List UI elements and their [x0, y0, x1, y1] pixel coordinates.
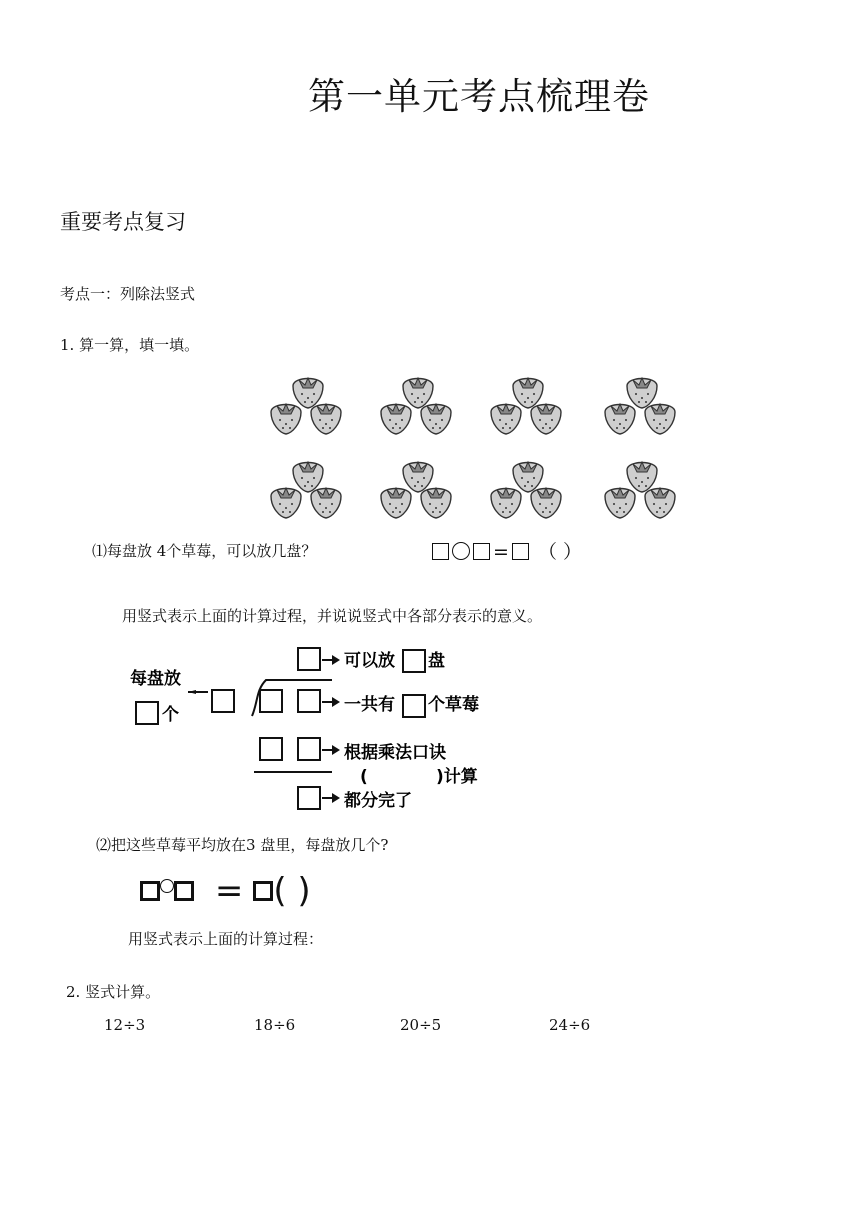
question-2-prompt: 2. 竖式计算。 — [66, 983, 161, 1001]
point-heading: 考点一：列除法竖式 — [60, 285, 196, 303]
blank-box — [432, 543, 449, 560]
operator-circle — [160, 879, 174, 893]
sub-question-2: ⑵把这些草莓平均放在3 盘里，每盘放几个? — [96, 836, 389, 854]
diagram-dividend-unit: 个草莓 — [428, 695, 479, 715]
diagram-left-unit: 个 — [162, 705, 179, 725]
strawberry-icon — [602, 374, 682, 442]
diagram-remainder-label: 都分完了 — [344, 791, 412, 811]
calc-item-1: 12÷3 — [104, 1016, 146, 1034]
strawberry-icon — [602, 458, 682, 526]
diagram-dividend-label: 一共有 — [344, 695, 395, 715]
blank-box — [174, 881, 194, 901]
section-heading: 重要考点复习 — [60, 210, 186, 234]
calc-item-4: 24÷6 — [549, 1016, 591, 1034]
sub-question-1: ⑴每盘放 4个草莓，可以放几盘？ — [92, 542, 317, 560]
strawberry-icon — [378, 374, 458, 442]
instruction-2: 用竖式表示上面的计算过程： — [128, 930, 324, 948]
unit-paren: （ ） — [537, 541, 583, 563]
strawberry-icon — [268, 374, 348, 442]
strawberry-icon — [488, 374, 568, 442]
equation-blank-1: = （ ） — [432, 537, 582, 564]
long-division-diagram — [126, 640, 496, 818]
equals-sign: = — [214, 871, 244, 911]
question-1-prompt: 1. 算一算，填一填。 — [60, 336, 200, 354]
strawberry-icon — [268, 458, 348, 526]
calc-item-2: 18÷6 — [254, 1016, 296, 1034]
operator-circle — [452, 542, 470, 560]
blank-box — [140, 881, 160, 901]
page-title: 第一单元考点梳理卷 — [308, 75, 650, 118]
diagram-quotient-label: 可以放 — [344, 651, 395, 671]
blank-box — [473, 543, 490, 560]
diagram-left-label: 每盘放 — [130, 669, 181, 689]
calc-item-3: 20÷5 — [400, 1016, 442, 1034]
strawberry-icon — [488, 458, 568, 526]
blank-box — [253, 881, 273, 901]
instruction-1: 用竖式表示上面的计算过程，并说说竖式中各部分表示的意义。 — [122, 607, 543, 625]
strawberry-icon — [378, 458, 458, 526]
diagram-paren-close: )计算 — [436, 767, 478, 787]
equation-blank-2 — [140, 871, 311, 911]
unit-paren: ( ) — [273, 871, 311, 911]
blank-box — [512, 543, 529, 560]
diagram-quotient-unit: 盘 — [428, 651, 445, 671]
diagram-paren-open: ( — [360, 767, 368, 787]
diagram-product-label: 根据乘法口诀 — [344, 743, 446, 763]
